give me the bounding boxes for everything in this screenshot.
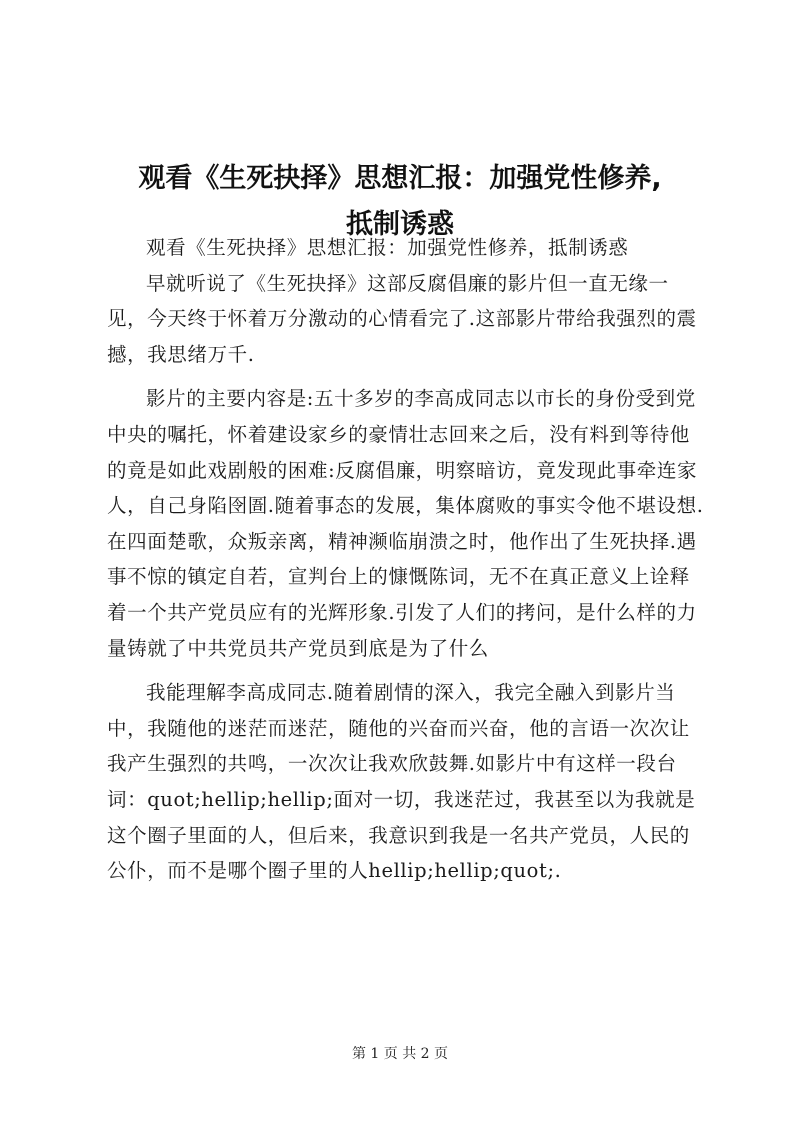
document-subtitle: 观看《生死抉择》思想汇报：加强党性修养，抵制诱惑 [146, 236, 629, 259]
page-number: 第 1 页 共 2 页 [351, 1046, 449, 1062]
title-line-2: 抵制诱惑 [346, 209, 454, 241]
document-body [107, 230, 707, 889]
paragraph-3: 我能理解李高成同志.随着剧情的深入，我完全融入到影片当中，我随他的迷茫而迷茫，随他的兴奋而兴奋，他的言语一次次让我产生强烈的共鸣，一次次让我欢欣鼓舞.如影片中有这样一段台词：quot;hellip;hellip;面对一切，我迷茫过，我甚至以为我就是这个圈子里面的人，但后来，我意识到我是一名共产党员，人民的公仆，而不是哪个圈子里的人hellip;hellip;quot;. [107, 681, 696, 883]
paragraph-1: 早就听说了《生死抉择》这部反腐倡廉的影片但一直无缘一见，今天终于怀着万分激动的心情看完了.这部影片带给我强烈的震撼，我思绪万千. [107, 271, 697, 366]
paragraph-2: 影片的主要内容是:五十多岁的李高成同志以市长的身份受到党中央的嘱托，怀着建设家乡的豪情壮志回来之后，没有料到等待他的竟是如此戏剧般的困难:反腐倡廉，明察暗访，竟发现此事牵连家人，自己身陷囹圄.随着事态的发展，集体腐败的事实令他不堪设想.在四面楚歌，众叛亲离，精神濒临崩溃之时，他作出了生死抉择.遇事不惊的镇定自若，宣判台上的慷慨陈词，无不在真正意义上诠释着一个共产党员应有的光辉形象.引发了人们的拷问，是什么样的力量铸就了中共党员共产党员到底是为了什么 [107, 387, 704, 660]
title-line-1: 观看《生死抉择》思想汇报：加强党性修养, [138, 163, 662, 195]
page-footer [0, 1043, 800, 1063]
